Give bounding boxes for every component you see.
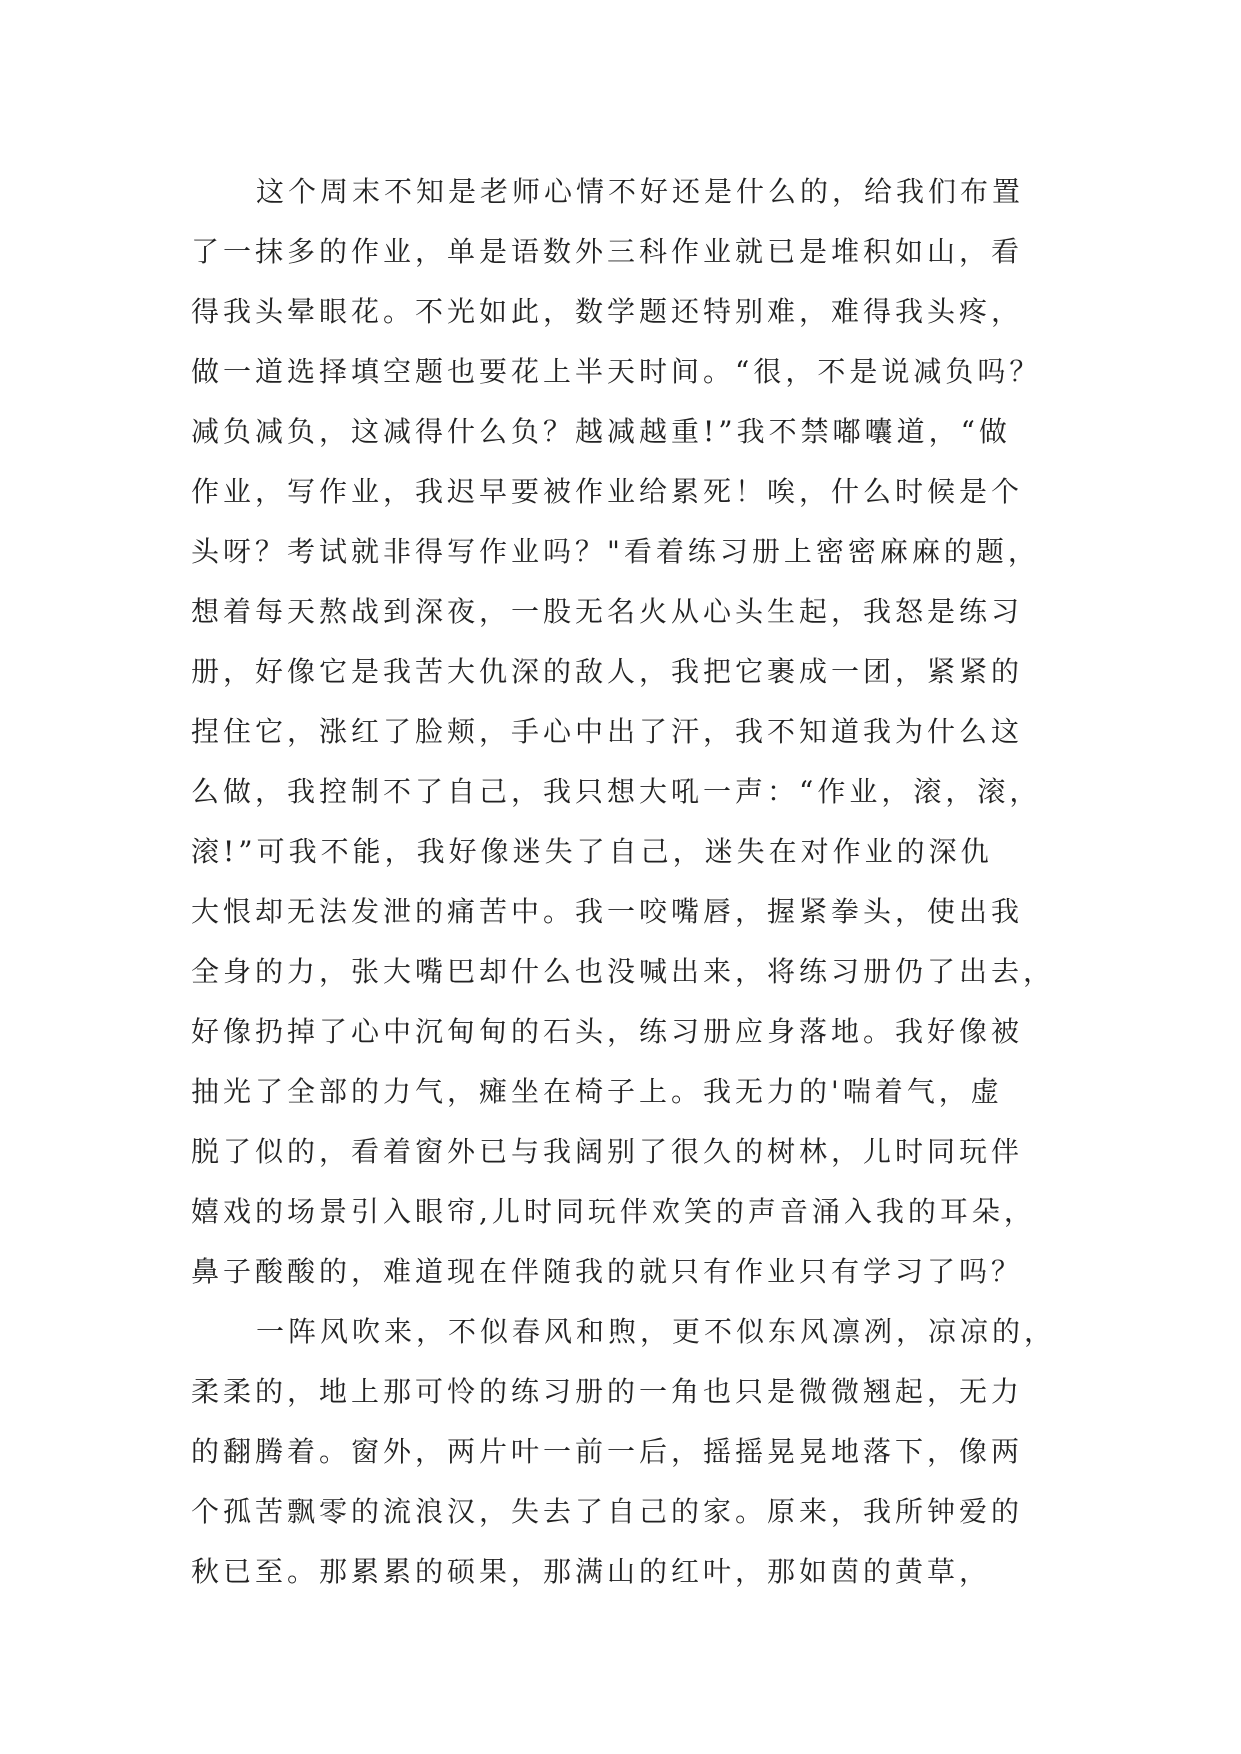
text-line: 作业，写作业，我迟早要被作业给累死！唉，什么时候是个 [191,475,1024,508]
text-line: 的翻腾着。窗外，两片叶一前一后，摇摇晃晃地落下，像两 [191,1435,1024,1468]
text-line: 秋已至。那累累的硕果，那满山的红叶，那如茵的黄草， [191,1555,992,1588]
text-line: 柔柔的，地上那可怜的练习册的一角也只是微微翘起，无力 [191,1375,1024,1408]
text-line: 全身的力，张大嘴巴却什么也没喊出来，将练习册仍了出去， [191,955,1056,988]
text-line: 了一抹多的作业，单是语数外三科作业就已是堆积如山，看 [191,235,1024,268]
text-line: 大恨却无法发泄的痛苦中。我一咬嘴唇，握紧拳头，使出我 [191,895,1024,928]
body-text [191,162,1057,1602]
text-line: 这个周末不知是老师心情不好还是什么的，给我们布置 [256,175,1025,208]
text-line: 嬉戏的场景引入眼帘,儿时同玩伴欢笑的声音涌入我的耳朵， [191,1195,1036,1228]
text-line: 做一道选择填空题也要花上半天时间。“很，不是说减负吗？ [191,355,1042,388]
text-line: 头呀？考试就非得写作业吗？"看着练习册上密密麻麻的题， [191,535,1040,568]
text-line: 脱了似的，看着窗外已与我阔别了很久的树林，儿时同玩伴 [191,1135,1024,1168]
text-line: 一阵风吹来，不似春风和煦，更不似东风凛冽，凉凉的， [256,1315,1057,1348]
text-line: 好像扔掉了心中沉甸甸的石头，练习册应身落地。我好像被 [191,1015,1024,1048]
text-line: 个孤苦飘零的流浪汉，失去了自己的家。原来，我所钟爱的 [191,1495,1024,1528]
text-line: 鼻子酸酸的，难道现在伴随我的就只有作业只有学习了吗？ [191,1255,1024,1288]
text-line: 滚!”可我不能，我好像迷失了自己，迷失在对作业的深仇 [191,835,993,868]
text-line: 想着每天熬战到深夜，一股无名火从心头生起，我怒是练习 [191,595,1024,628]
text-line: 册，好像它是我苦大仇深的敌人，我把它裹成一团，紧紧的 [191,655,1024,688]
text-line: 抽光了全部的力气，瘫坐在椅子上。我无力的'喘着气，虚 [191,1075,1003,1108]
text-line: 么做，我控制不了自己，我只想大吼一声：“作业，滚，滚， [191,775,1042,808]
text-line: 得我头晕眼花。不光如此，数学题还特别难，难得我头疼， [191,295,1024,328]
text-line: 捏住它，涨红了脸颊，手心中出了汗，我不知道我为什么这 [191,715,1024,748]
text-line: 减负减负，这减得什么负？越减越重!”我不禁嘟囔道，“做 [191,415,1011,448]
